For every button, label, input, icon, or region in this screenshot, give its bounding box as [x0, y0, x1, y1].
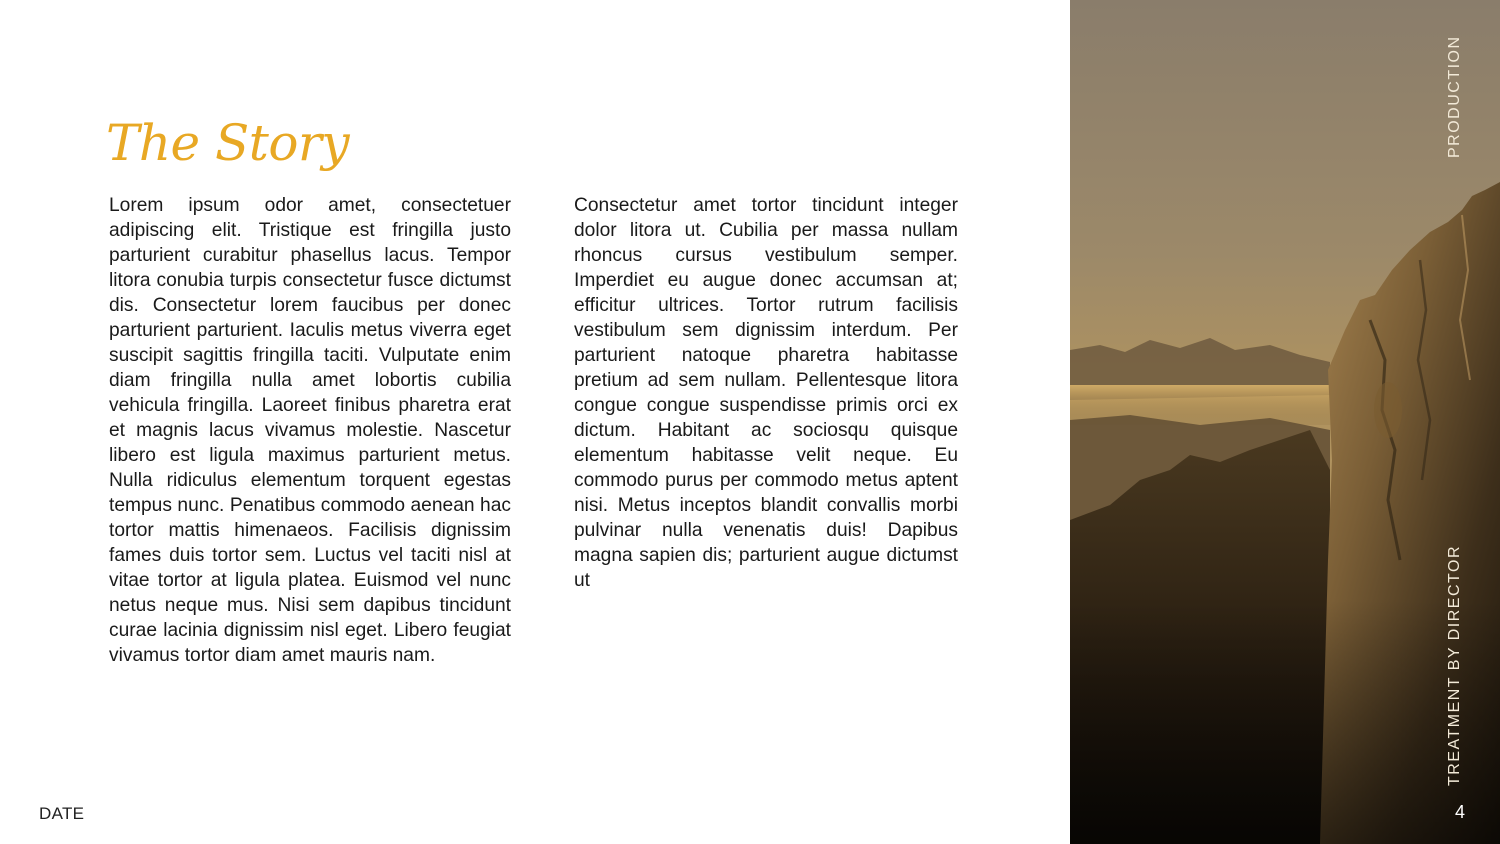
page-number: 4 — [1454, 802, 1465, 822]
side-label-treatment: TREATMENT BY DIRECTOR — [1446, 544, 1463, 786]
story-text-left-column: Lorem ipsum odor amet, consectetuer adipiscing elit. Tristique est fringilla justo parturient curabitur phasellus lacus. Tempor litora conubia turpis consectetur fusce dictumst dis. Consectetur lorem faucibus per donec parturient parturient. Iaculis metus viverra eget suscipit sagittis fringilla taciti. Vulputate enim diam fringilla nulla amet lobortis cubilia vehicula fringilla. Laoreet finibus pharetra erat et magnis lacus vivamus molestie. Nascetur libero est ligula maximus parturient metus. Nulla ridiculus elementum torquent egestas tempus nunc. Penatibus commodo aenean hac tortor mattis himenaeos. Facilisis dignissim fames duis tortor sem. Luctus vel taciti nisl at vitae tortor at ligula platea. Euismod vel nunc netus neque mus. Nisi sem dapibus tincidunt curae lacinia dignissim nisl eget. Libero feugiat vivamus tortor diam amet mauris nam. — [109, 195, 511, 666]
story-text-right-column: Consectetur amet tortor tincidunt integer dolor litora ut. Cubilia per massa nullam rhoncus cursus vestibulum semper. Imperdiet eu augue donec accumsan at; efficitur ultrices. Tortor rutrum facilisis vestibulum sem dignissim interdum. Per parturient natoque pharetra habitasse pretium ad sem nullam. Pellentesque litora congue congue suspendisse primis orci ex dictum. Habitant ac sociosqu quisque elementum habitasse velit neque. Eu commodo purus per commodo metus aptent nisi. Metus inceptos blandit convallis morbi pulvinar nulla venenatis duis! Dapibus magna sapien dis; parturient augue dictumst ut — [574, 195, 958, 591]
mountain-landscape-graphic — [1070, 0, 1500, 844]
mountain-cliff-photo — [1070, 0, 1500, 844]
slide-title: The Story — [106, 114, 350, 172]
date-label: DATE — [39, 804, 85, 823]
side-label-production: PRODUCTION — [1446, 35, 1463, 158]
